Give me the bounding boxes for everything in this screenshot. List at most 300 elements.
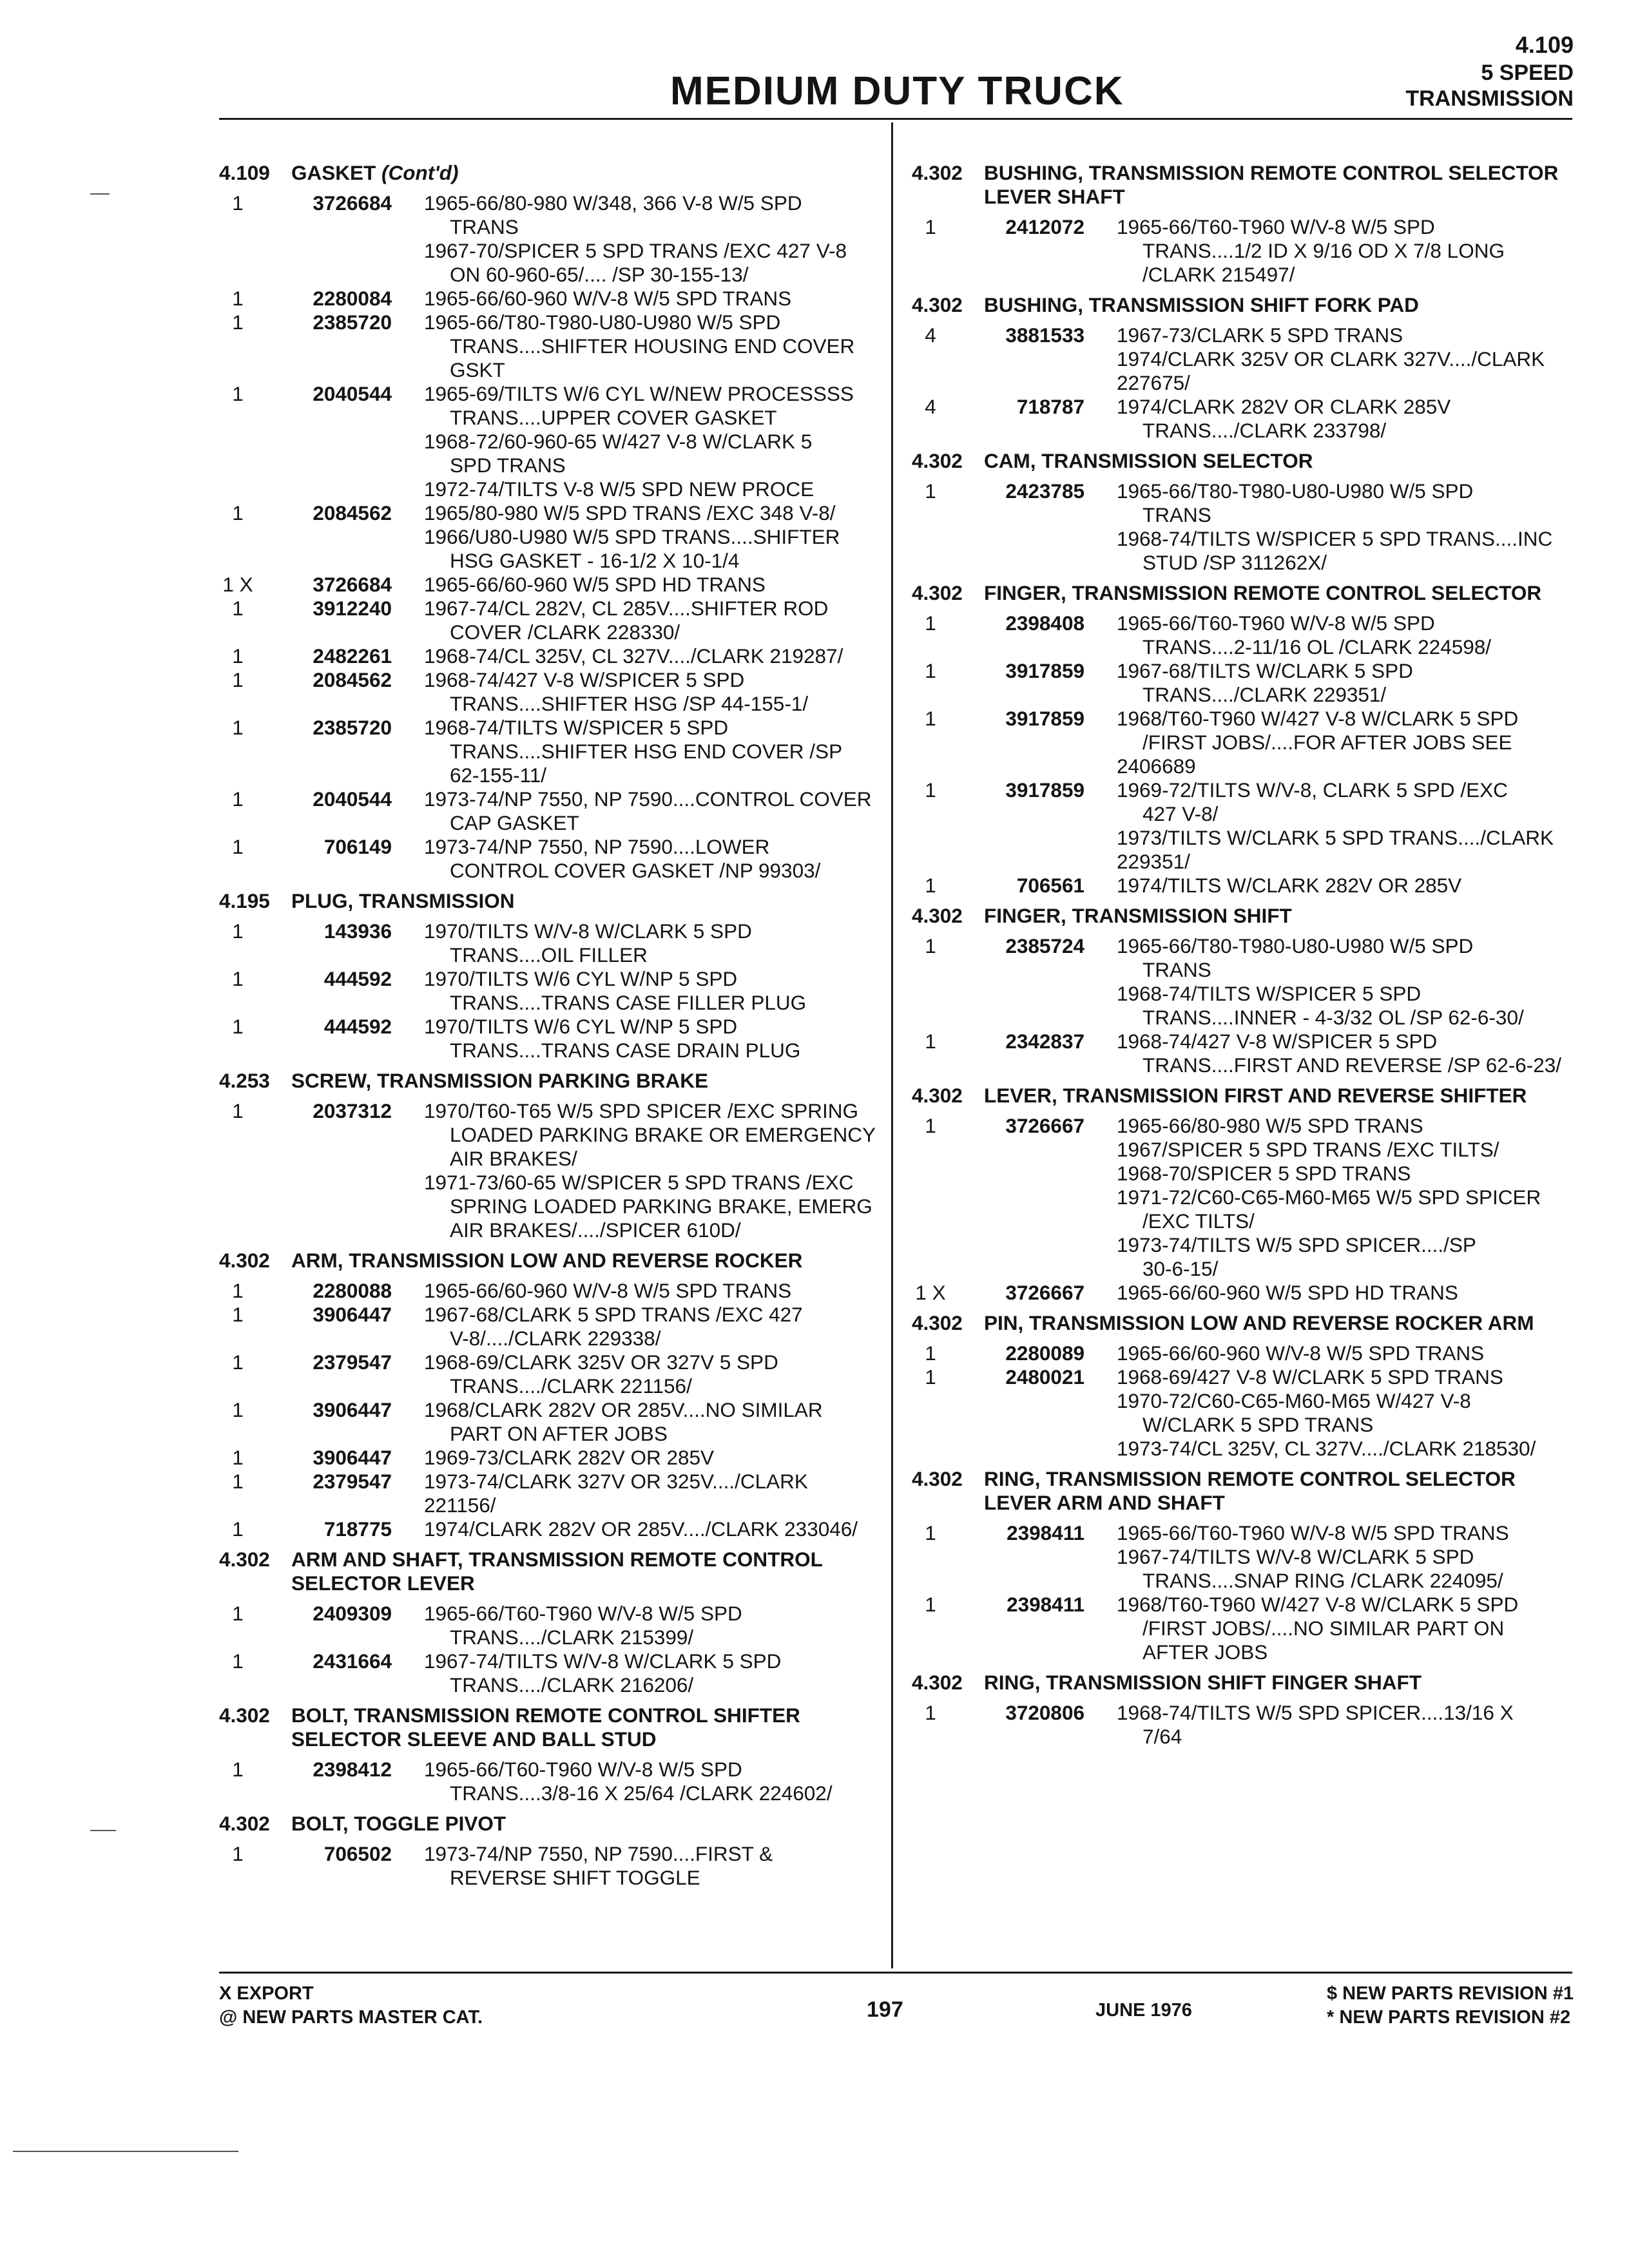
section-code: 4.302: [912, 1671, 963, 1694]
description-line: 1967/SPICER 5 SPD TRANS /EXC TILTS/: [1117, 1138, 1499, 1161]
description-line: 1967-73/CLARK 5 SPD TRANS: [1117, 323, 1403, 347]
part-description: [1084, 323, 1588, 395]
part-entry: [219, 1350, 876, 1398]
section-code: 4.302: [912, 293, 963, 316]
part-number: 2280088: [313, 1279, 392, 1302]
section-heading: [912, 1311, 1588, 1335]
section-code: 4.302: [912, 1311, 963, 1334]
section-code: 4.302: [219, 1548, 270, 1571]
part-quantity: 1: [232, 191, 244, 215]
description-line: PART ON AFTER JOBS: [450, 1422, 668, 1445]
description-line: 1973-74/NP 7550, NP 7590....LOWER: [424, 835, 770, 858]
part-description: [392, 573, 876, 597]
description-line: 1968/CLARK 282V OR 285V....NO SIMILAR: [424, 1398, 823, 1421]
part-entry: [219, 573, 876, 597]
part-quantity: 1: [232, 644, 244, 668]
section-code: 4.302: [219, 1704, 270, 1727]
part-quantity: 1: [232, 1758, 244, 1781]
part-entry: [219, 597, 876, 644]
description-line: 1968-74/TILTS W/SPICER 5 SPD: [1117, 982, 1422, 1005]
part-quantity: 1: [232, 1350, 244, 1374]
part-entry: [219, 1517, 876, 1541]
part-entry: [219, 716, 876, 787]
description-line: TRANS: [1142, 503, 1211, 526]
part-entry: [912, 1701, 1588, 1749]
part-description: [392, 716, 876, 787]
description-line: 1973/TILTS W/CLARK 5 SPD TRANS..../CLARK: [1117, 826, 1554, 849]
part-number: 2385720: [313, 311, 392, 334]
part-quantity: 1 X: [915, 1281, 946, 1304]
part-entry: [912, 323, 1588, 395]
description-line: 1968-69/427 V-8 W/CLARK 5 SPD TRANS: [1117, 1365, 1503, 1389]
part-description: [392, 597, 876, 644]
part-description: [392, 501, 876, 573]
part-description: [392, 787, 876, 835]
part-quantity: 1: [925, 1701, 936, 1724]
part-quantity: 1: [925, 707, 936, 730]
description-line: 1968/T60-T960 W/427 V-8 W/CLARK 5 SPD: [1117, 1593, 1519, 1616]
section-title: [984, 1671, 1588, 1695]
description-line: 1968/T60-T960 W/427 V-8 W/CLARK 5 SPD: [1117, 707, 1519, 730]
part-description: [392, 382, 876, 501]
description-line: 1970/TILTS W/6 CYL W/NP 5 SPD: [424, 1015, 738, 1038]
section-heading: [219, 1704, 876, 1751]
part-entry: [912, 1114, 1588, 1281]
part-entry: [912, 1281, 1588, 1305]
section-code: 4.302: [219, 1249, 270, 1272]
part-description: [392, 1279, 876, 1303]
part-number: 3726667: [1005, 1114, 1084, 1137]
part-number: 2040544: [313, 382, 392, 405]
description-line: 1970-72/C60-C65-M60-M65 W/427 V-8: [1117, 1389, 1471, 1412]
section-title-text: ARM, TRANSMISSION LOW AND REVERSE ROCKER: [291, 1249, 803, 1272]
part-description: [1084, 1593, 1588, 1664]
part-entry: [219, 1842, 876, 1890]
part-description: [392, 311, 876, 382]
part-description: [1084, 659, 1588, 707]
part-number: 3906447: [313, 1303, 392, 1326]
publication-date: JUNE 1976: [1095, 2000, 1192, 2021]
part-entry: [912, 1030, 1588, 1077]
part-quantity: 1: [232, 835, 244, 858]
description-line: 1967-74/TILTS W/V-8 W/CLARK 5 SPD: [424, 1649, 782, 1673]
part-description: [392, 967, 876, 1015]
part-number: 2037312: [313, 1099, 392, 1122]
description-line: 1968-74/427 V-8 W/SPICER 5 SPD: [1117, 1030, 1438, 1053]
description-line: 1973-74/NP 7550, NP 7590....FIRST &: [424, 1842, 773, 1865]
part-entry: [912, 611, 1588, 659]
part-entry: [912, 1521, 1588, 1593]
description-line: 1965-66/T80-T980-U80-U980 W/5 SPD: [424, 311, 781, 334]
part-number: 2482261: [313, 644, 392, 668]
part-entry: [912, 1593, 1588, 1664]
part-number: 3906447: [313, 1398, 392, 1421]
part-description: [392, 668, 876, 716]
section-title-text: BOLT, TRANSMISSION REMOTE CONTROL SHIFTER SELECTOR SLEEVE AND BALL STUD: [291, 1704, 800, 1751]
section-title: [291, 161, 876, 185]
part-quantity: 1: [232, 597, 244, 620]
footer-legend-left: [219, 1982, 483, 2030]
description-line: 1974/CLARK 282V OR 285V..../CLARK 233046/: [424, 1517, 858, 1541]
part-quantity: 1: [232, 1398, 244, 1421]
description-line: 227675/: [1117, 371, 1190, 394]
section-title-text: ARM AND SHAFT, TRANSMISSION REMOTE CONTROL SELECTOR LEVER: [291, 1548, 823, 1595]
section-title-text: PIN, TRANSMISSION LOW AND REVERSE ROCKER ARM: [984, 1311, 1534, 1334]
part-description: [1084, 479, 1588, 575]
section-title: [984, 1084, 1588, 1108]
part-description: [392, 1446, 876, 1470]
part-description: [392, 1398, 876, 1446]
description-line: 1965-66/T60-T960 W/V-8 W/5 SPD: [1117, 215, 1435, 238]
description-line: 1973-74/NP 7550, NP 7590....CONTROL COVER: [424, 787, 872, 811]
part-number: 718787: [1016, 395, 1084, 418]
part-entry: [912, 707, 1588, 778]
part-quantity: 1: [232, 1470, 244, 1493]
description-line: SPD TRANS: [450, 454, 566, 477]
part-number: 2342837: [1005, 1030, 1084, 1053]
description-line: AIR BRAKES/..../SPICER 610D/: [450, 1218, 741, 1242]
section-title: [291, 889, 876, 913]
part-entry: [219, 835, 876, 883]
section-heading: [219, 1249, 876, 1273]
section-title: [984, 904, 1588, 928]
part-quantity: 1: [925, 1030, 936, 1053]
section-subtitle-speed: 5 SPEED: [1481, 61, 1574, 85]
part-quantity: 1: [232, 1649, 244, 1673]
section-title-text: BOLT, TOGGLE PIVOT: [291, 1812, 506, 1835]
part-number: 2040544: [313, 787, 392, 811]
section-heading: [912, 293, 1588, 317]
description-line: TRANS....3/8-16 X 25/64 /CLARK 224602/: [450, 1782, 833, 1805]
description-line: 1965-66/60-960 W/V-8 W/5 SPD TRANS: [424, 1279, 792, 1302]
part-quantity: 1: [232, 1303, 244, 1326]
section-title-text: SCREW, TRANSMISSION PARKING BRAKE: [291, 1069, 708, 1092]
part-description: [392, 1303, 876, 1350]
part-quantity: 1: [232, 1015, 244, 1038]
section-title-text: FINGER, TRANSMISSION REMOTE CONTROL SELECTOR: [984, 581, 1542, 604]
page-title: MEDIUM DUTY TRUCK: [670, 69, 1124, 113]
part-entry: [219, 382, 876, 501]
page-number: 197: [867, 1997, 903, 2022]
section-code: 4.109: [219, 161, 270, 184]
description-line: 1966/U80-U980 W/5 SPD TRANS....SHIFTER: [424, 525, 840, 548]
part-entry: [219, 1758, 876, 1805]
part-description: [392, 1758, 876, 1805]
description-line: TRANS..../CLARK 216206/: [450, 1673, 694, 1696]
part-description: [1084, 1114, 1588, 1281]
part-quantity: 1: [925, 1365, 936, 1389]
part-number: 2084562: [313, 501, 392, 524]
description-line: 1968-69/CLARK 325V OR 327V 5 SPD: [424, 1350, 778, 1374]
part-quantity: 1: [232, 1517, 244, 1541]
description-line: 1965-66/T80-T980-U80-U980 W/5 SPD: [1117, 934, 1474, 957]
description-line: 229351/: [1117, 850, 1190, 873]
legend-revision-2: * NEW PARTS REVISION #2: [1327, 2007, 1571, 2028]
part-description: [392, 835, 876, 883]
part-quantity: 1: [232, 1602, 244, 1625]
description-line: /FIRST JOBS/....NO SIMILAR PART ON: [1142, 1617, 1505, 1640]
description-line: W/CLARK 5 SPD TRANS: [1142, 1413, 1374, 1436]
description-line: TRANS: [1142, 958, 1211, 981]
part-number: 706502: [323, 1842, 392, 1865]
part-number: 2385724: [1005, 934, 1084, 957]
part-description: [1084, 1341, 1588, 1365]
part-number: 3881533: [1005, 323, 1084, 347]
description-line: AIR BRAKES/: [450, 1147, 577, 1170]
description-line: COVER /CLARK 228330/: [450, 620, 680, 644]
description-line: 1965-66/T80-T980-U80-U980 W/5 SPD: [1117, 479, 1474, 503]
part-entry: [912, 479, 1588, 575]
part-description: [1084, 1521, 1588, 1593]
section-title: [984, 293, 1588, 317]
part-entry: [912, 659, 1588, 707]
footer-legend-right: [1327, 1982, 1574, 2030]
part-entry: [219, 191, 876, 287]
part-number: 2379547: [313, 1350, 392, 1374]
part-description: [1084, 611, 1588, 659]
section-title: [291, 1548, 876, 1595]
section-code: 4.302: [912, 904, 963, 927]
description-line: GSKT: [450, 358, 505, 381]
section-heading: [912, 904, 1588, 928]
right-column: [912, 161, 1588, 1749]
part-quantity: 1: [232, 501, 244, 524]
description-line: 1968-74/TILTS W/SPICER 5 SPD: [424, 716, 729, 739]
description-line: 1965-66/T60-T960 W/V-8 W/5 SPD: [424, 1602, 742, 1625]
description-line: CAP GASKET: [450, 811, 579, 834]
part-entry: [219, 1279, 876, 1303]
left-column: [219, 161, 876, 1890]
section-code: 4.302: [912, 449, 963, 472]
part-quantity: 1 X: [222, 573, 253, 596]
part-description: [392, 919, 876, 967]
description-line: 1965-66/60-960 W/V-8 W/5 SPD TRANS: [424, 287, 792, 310]
section-code: 4.195: [219, 889, 270, 912]
description-line: TRANS....SNAP RING /CLARK 224095/: [1142, 1569, 1503, 1592]
part-number: 444592: [323, 967, 392, 990]
part-quantity: 1: [232, 382, 244, 405]
part-entry: [219, 1446, 876, 1470]
part-quantity: 1: [925, 874, 936, 897]
part-entry: [219, 1015, 876, 1062]
part-entry: [219, 287, 876, 311]
description-line: 1969-72/TILTS W/V-8, CLARK 5 SPD /EXC: [1117, 778, 1508, 802]
part-entry: [219, 1099, 876, 1242]
part-quantity: 1: [232, 311, 244, 334]
part-quantity: 1: [232, 919, 244, 943]
section-title: [291, 1249, 876, 1273]
description-line: 1974/CLARK 325V OR CLARK 327V..../CLARK: [1117, 347, 1545, 370]
part-description: [1084, 215, 1588, 287]
description-line: TRANS: [450, 215, 519, 238]
section-title: [984, 1467, 1588, 1515]
description-line: 1965-66/60-960 W/V-8 W/5 SPD TRANS: [1117, 1341, 1485, 1365]
description-line: 1972-74/TILTS V-8 W/5 SPD NEW PROCE: [424, 477, 815, 501]
part-entry: [219, 1649, 876, 1697]
legend-export: X EXPORT: [219, 1983, 314, 2004]
part-number: 2084562: [313, 668, 392, 691]
part-number: 2398412: [313, 1758, 392, 1781]
part-number: 444592: [323, 1015, 392, 1038]
description-line: /CLARK 215497/: [1142, 263, 1295, 286]
part-description: [392, 1015, 876, 1062]
section-code: 4.302: [912, 1467, 963, 1490]
margin-mark: [90, 193, 110, 195]
part-description: [1084, 934, 1588, 1030]
description-line: TRANS..../CLARK 215399/: [450, 1626, 694, 1649]
description-line: 1968-70/SPICER 5 SPD TRANS: [1117, 1162, 1411, 1185]
description-line: 1967-74/CL 282V, CL 285V....SHIFTER ROD: [424, 597, 829, 620]
part-number: 3917859: [1005, 659, 1084, 682]
description-line: TRANS....SHIFTER HSG /SP 44-155-1/: [450, 692, 809, 715]
part-entry: [912, 874, 1588, 898]
section-title-text: CAM, TRANSMISSION SELECTOR: [984, 449, 1313, 472]
part-entry: [219, 787, 876, 835]
description-line: 221156/: [424, 1494, 496, 1517]
section-title-text: RING, TRANSMISSION REMOTE CONTROL SELECTOR LEVER ARM AND SHAFT: [984, 1467, 1516, 1514]
part-quantity: 1: [925, 1593, 936, 1616]
part-quantity: 1: [232, 287, 244, 310]
description-line: TRANS....SHIFTER HOUSING END COVER: [450, 334, 855, 358]
part-number: 3720806: [1005, 1701, 1084, 1724]
section-number: 4.109: [1515, 32, 1574, 58]
section-title-text: LEVER, TRANSMISSION FIRST AND REVERSE SHIFTER: [984, 1084, 1527, 1107]
part-entry: [219, 644, 876, 668]
part-quantity: 1: [925, 611, 936, 635]
legend-revision-1: $ NEW PARTS REVISION #1: [1327, 1983, 1574, 2004]
description-line: TRANS....TRANS CASE DRAIN PLUG: [450, 1039, 801, 1062]
part-description: [392, 1099, 876, 1242]
description-line: CONTROL COVER GASKET /NP 99303/: [450, 859, 821, 882]
part-entry: [219, 1470, 876, 1517]
part-quantity: 4: [925, 395, 936, 418]
part-quantity: 1: [232, 1279, 244, 1302]
part-quantity: 1: [925, 778, 936, 802]
part-description: [392, 1470, 876, 1517]
part-description: [1084, 1365, 1588, 1461]
section-heading: [912, 449, 1588, 473]
description-line: 1968-74/CL 325V, CL 327V..../CLARK 219287/: [424, 644, 843, 668]
part-quantity: 1: [232, 787, 244, 811]
part-description: [392, 1602, 876, 1649]
part-quantity: 1: [925, 934, 936, 957]
part-description: [392, 287, 876, 311]
section-title-text: BUSHING, TRANSMISSION REMOTE CONTROL SELECTOR LEVER SHAFT: [984, 161, 1559, 208]
footer-rule: [219, 1972, 1572, 1974]
part-entry: [219, 1303, 876, 1350]
description-line: TRANS..../CLARK 233798/: [1142, 419, 1387, 442]
description-line: 1965-69/TILTS W/6 CYL W/NEW PROCESSSS: [424, 382, 854, 405]
legend-master-cat: @ NEW PARTS MASTER CAT.: [219, 2007, 483, 2028]
part-quantity: 1: [232, 668, 244, 691]
description-line: 62-155-11/: [450, 764, 547, 787]
description-line: HSG GASKET - 16-1/2 X 10-1/4: [450, 549, 740, 572]
margin-mark: [90, 1830, 116, 1831]
part-number: 3917859: [1005, 778, 1084, 802]
section-heading: [219, 1548, 876, 1595]
part-quantity: 1: [232, 967, 244, 990]
description-line: 1973-74/CL 325V, CL 327V..../CLARK 218530/: [1117, 1437, 1536, 1460]
description-line: 1967-70/SPICER 5 SPD TRANS /EXC 427 V-8: [424, 239, 847, 262]
description-line: 1967-68/TILTS W/CLARK 5 SPD: [1117, 659, 1413, 682]
section-title-text: GASKET: [291, 161, 376, 184]
section-code: 4.302: [912, 1084, 963, 1107]
description-line: /FIRST JOBS/....FOR AFTER JOBS SEE: [1142, 731, 1512, 754]
description-line: 1974/CLARK 282V OR CLARK 285V: [1117, 395, 1451, 418]
description-line: /EXC TILTS/: [1142, 1209, 1255, 1233]
section-title-text: RING, TRANSMISSION SHIFT FINGER SHAFT: [984, 1671, 1422, 1694]
part-number: 3917859: [1005, 707, 1084, 730]
description-line: 1974/TILTS W/CLARK 282V OR 285V: [1117, 874, 1462, 897]
description-line: 1970/TILTS W/V-8 W/CLARK 5 SPD: [424, 919, 752, 943]
part-entry: [912, 215, 1588, 287]
description-line: 30-6-15/: [1142, 1257, 1219, 1280]
description-line: 1973-74/TILTS W/5 SPD SPICER..../SP: [1117, 1233, 1476, 1256]
part-number: 2409309: [313, 1602, 392, 1625]
part-number: 718775: [323, 1517, 392, 1541]
section-code: 4.302: [219, 1812, 270, 1835]
description-line: TRANS....FIRST AND REVERSE /SP 62-6-23/: [1142, 1053, 1562, 1077]
part-quantity: 1: [925, 1114, 936, 1137]
part-quantity: 1: [232, 1446, 244, 1469]
part-quantity: 1: [232, 716, 244, 739]
description-line: 427 V-8/: [1142, 802, 1219, 825]
part-number: 3726684: [313, 573, 392, 596]
description-line: 1965-66/60-960 W/5 SPD HD TRANS: [424, 573, 766, 596]
description-line: 1970/T60-T65 W/5 SPD SPICER /EXC SPRING: [424, 1099, 858, 1122]
part-entry: [912, 1341, 1588, 1365]
part-entry: [219, 1602, 876, 1649]
part-description: [392, 644, 876, 668]
part-entry: [219, 311, 876, 382]
description-line: 7/64: [1142, 1725, 1182, 1748]
section-heading: [219, 889, 876, 913]
description-line: 1969-73/CLARK 282V OR 285V: [424, 1446, 715, 1469]
part-number: 2398411: [1007, 1521, 1084, 1544]
part-quantity: 1: [232, 1842, 244, 1865]
description-line: 1971-72/C60-C65-M60-M65 W/5 SPD SPICER: [1117, 1186, 1541, 1209]
section-subtitle-transmission: TRANSMISSION: [1405, 86, 1574, 111]
part-description: [1084, 707, 1588, 778]
part-entry: [219, 967, 876, 1015]
description-line: SPRING LOADED PARKING BRAKE, EMERG: [450, 1195, 872, 1218]
part-description: [1084, 778, 1588, 874]
section-title: [291, 1704, 876, 1751]
part-quantity: 1: [925, 1341, 936, 1365]
part-description: [1084, 1030, 1588, 1077]
header-rule: [219, 118, 1572, 120]
description-line: TRANS....TRANS CASE FILLER PLUG: [450, 991, 807, 1014]
section-heading: [219, 1812, 876, 1836]
part-description: [392, 1842, 876, 1890]
part-number: 2412072: [1005, 215, 1084, 238]
column-divider: [891, 122, 893, 1968]
description-line: TRANS....2-11/16 OL /CLARK 224598/: [1142, 635, 1492, 658]
part-number: 3726667: [1005, 1281, 1084, 1304]
description-line: TRANS..../CLARK 229351/: [1142, 683, 1387, 706]
description-line: LOADED PARKING BRAKE OR EMERGENCY: [450, 1123, 876, 1146]
description-line: ON 60-960-65/.... /SP 30-155-13/: [450, 263, 749, 286]
part-entry: [912, 1365, 1588, 1461]
description-line: TRANS..../CLARK 221156/: [450, 1374, 692, 1398]
part-number: 706149: [323, 835, 392, 858]
section-code: 4.253: [219, 1069, 270, 1092]
part-number: 2398411: [1007, 1593, 1084, 1616]
part-number: 2480021: [1005, 1365, 1084, 1389]
description-line: 1967-68/CLARK 5 SPD TRANS /EXC 427: [424, 1303, 803, 1326]
part-number: 2280089: [1005, 1341, 1084, 1365]
part-number: 2379547: [313, 1470, 392, 1493]
